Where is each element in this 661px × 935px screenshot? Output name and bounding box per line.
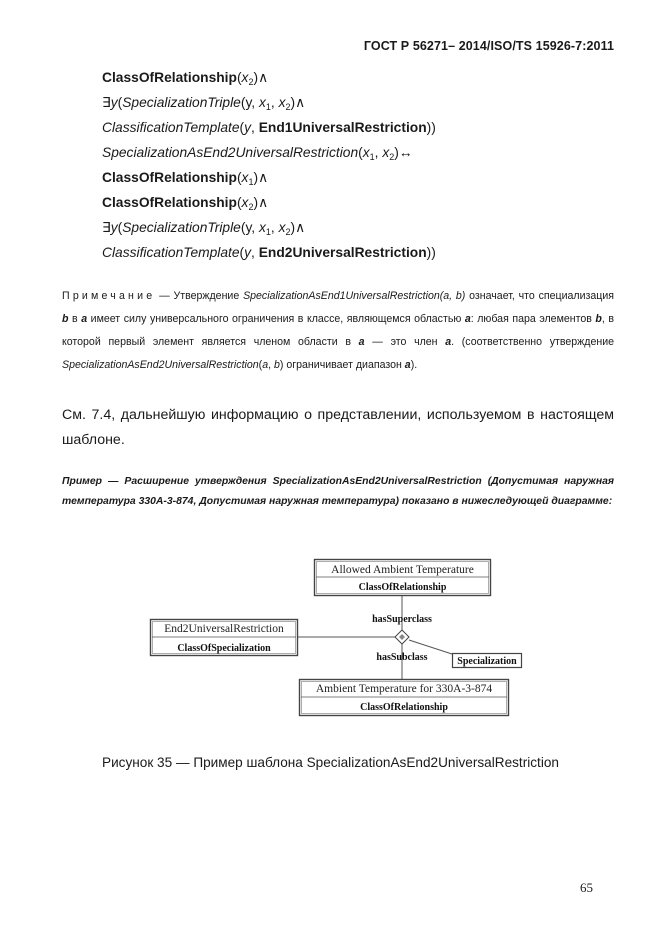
top-box	[315, 560, 491, 596]
bottom-box-title: Ambient Temperature for 330A-3-874	[315, 683, 493, 695]
top-box-title: Allowed Ambient Temperature	[331, 564, 474, 576]
left-box-title: End2UniversalRestriction	[164, 623, 284, 635]
right-box	[453, 654, 522, 668]
note-paragraph: Примечание — Утверждение SpecializationAsEnd1UniversalRestriction(a, b) означает, что специализация b в a имеет силу универсального ограничения в классе, являющемся областью a: любая пара элементов b, в которой первый элемент является членом области в a — это член a. (соответственно утверждение SpecializationAsEnd2UniversalRestriction(a, b) ограничивает диапазон a).	[62, 290, 615, 371]
bottom-box	[300, 680, 509, 716]
page-number: 65	[580, 880, 593, 895]
has-superclass-label: hasSuperclass	[372, 614, 432, 625]
top-box-sub: ClassOfRelationship	[358, 582, 447, 593]
document-header: ГОСТ Р 56271– 2014/ISO/TS 15926-7:2011	[363, 39, 614, 53]
formula-line-2: ∃y(SpecializationTriple(y, $x_1$, $x_2)\wedge$	[102, 95, 306, 112]
left-box-sub: ClassOfSpecialization	[177, 643, 271, 654]
formula-line-6: $ClassOfRelationship(x_2)\wedge$	[102, 195, 269, 212]
formula-line-8: ClassificationTemplate(y, End2UniversalRestriction))	[102, 245, 436, 260]
formula-line-4: $SpecializationAsEnd2UniversalRestriction(x_1$, $x_2)\leftrightarrow$	[102, 145, 413, 162]
has-subclass-label: hasSubclass	[376, 652, 428, 663]
left-box	[151, 620, 298, 656]
note-label: Примечание	[62, 290, 156, 302]
formula-line-3: ClassificationTemplate(y, End1UniversalRestriction))	[102, 120, 436, 135]
right-box-title: Specialization	[457, 656, 517, 667]
formula-line-1: $ClassOfRelationship(x_2)\wedge$	[102, 70, 269, 87]
body-paragraph: См. 7.4, дальнейшую информацию о представлении, используемом в настоящем шаблоне.	[62, 407, 614, 448]
bottom-box-sub: ClassOfRelationship	[360, 702, 448, 713]
example-paragraph: Пример — Расширение утверждения SpecializationAsEnd2UniversalRestriction (Допустимая наружная температура 330А-3-874, Допустимая наружная температура) показано в нижеследующей диаграмме:	[62, 476, 614, 507]
formula-line-7: ∃y(SpecializationTriple(y, $x_1$, $x_2)\wedge$	[102, 220, 306, 237]
figure-caption: Рисунок 35 — Пример шаблона SpecializationAsEnd2UniversalRestriction	[102, 755, 559, 770]
formula-line-5: $ClassOfRelationship(x_1)\wedge$	[102, 170, 269, 187]
